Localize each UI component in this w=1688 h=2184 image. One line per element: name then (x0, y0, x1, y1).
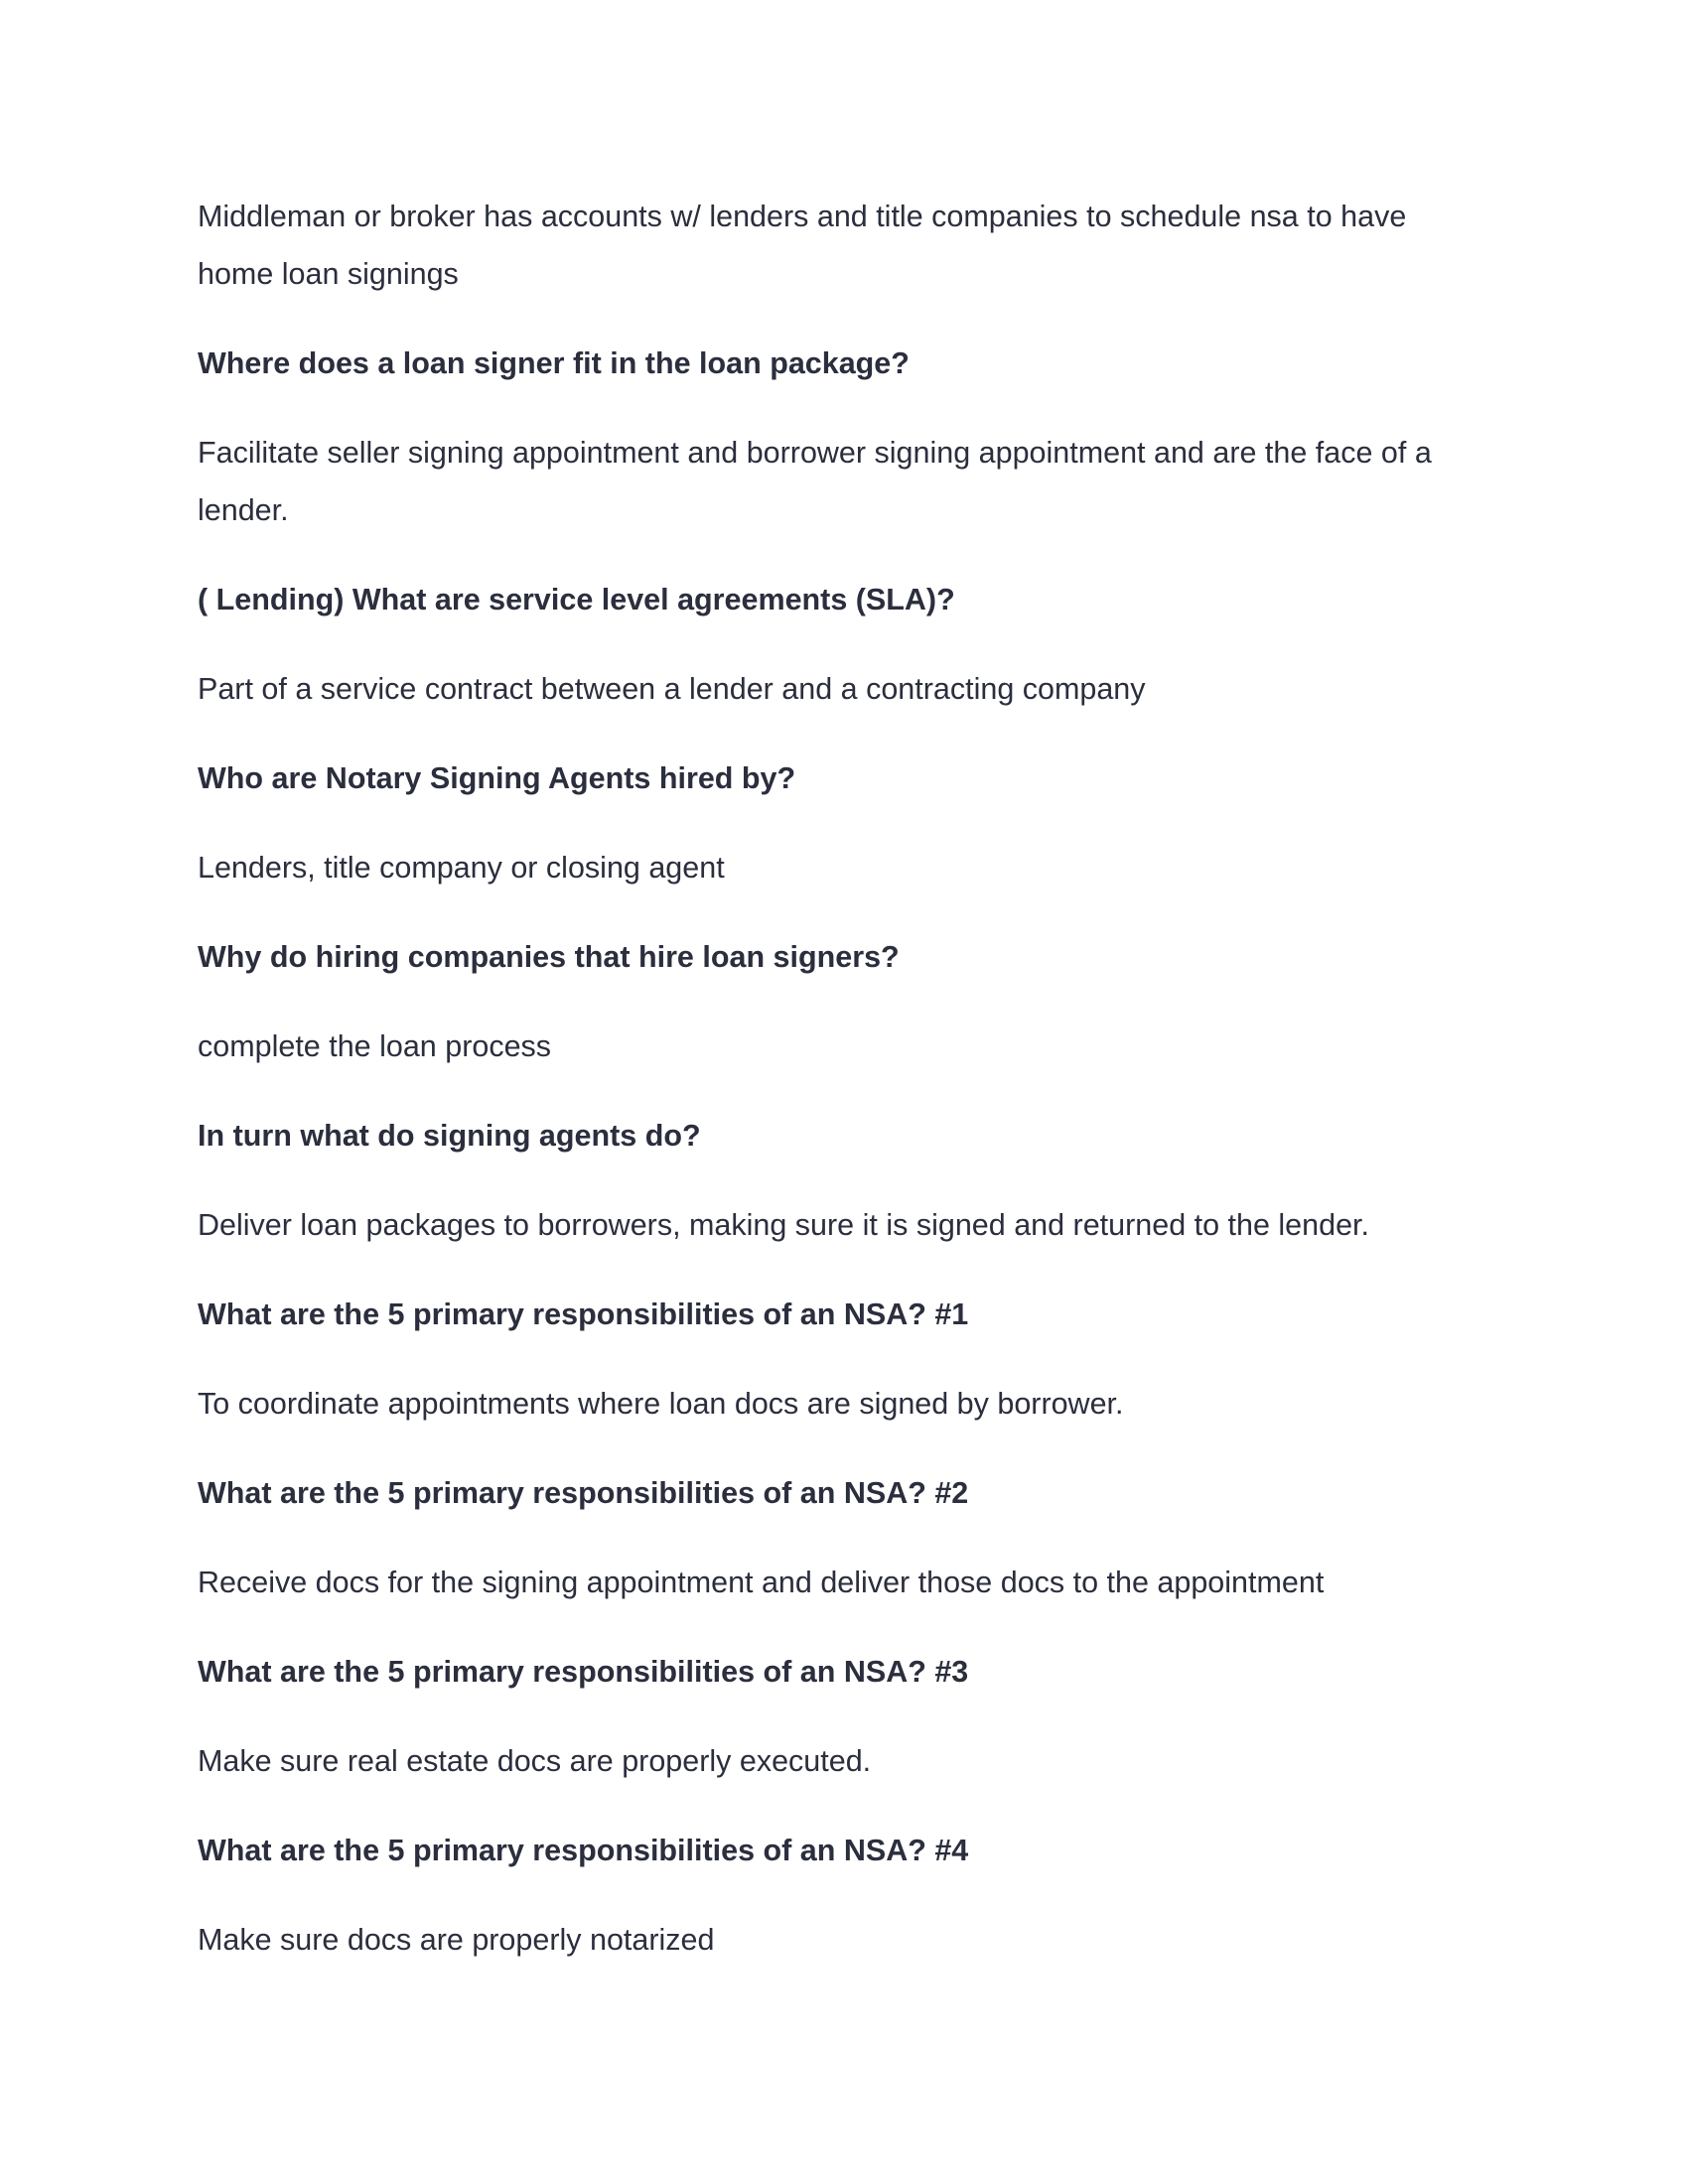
question-heading: What are the 5 primary responsibilities of an NSA? #1 (198, 1297, 969, 1331)
answer-text: Receive docs for the signing appointment and deliver those docs to the appointment (198, 1566, 1325, 1599)
question-heading: ( Lending) What are service level agreements (SLA)? (198, 583, 955, 616)
document-page (198, 188, 1488, 2000)
question-heading: What are the 5 primary responsibilities of an NSA? #4 (198, 1834, 969, 1867)
answer-text: complete the loan process (198, 1029, 552, 1063)
question-heading: Why do hiring companies that hire loan signers? (198, 940, 900, 974)
answer-text: Make sure docs are properly notarized (198, 1923, 715, 1957)
answer-text: Middleman or broker has accounts w/ lenders and title companies to schedule nsa to have home loan signings (198, 200, 1407, 291)
answer-text: Part of a service contract between a lender and a contracting company (198, 672, 1146, 706)
answer-text: Lenders, title company or closing agent (198, 851, 725, 885)
answer-text: Deliver loan packages to borrowers, making sure it is signed and returned to the lender. (198, 1208, 1369, 1242)
question-heading: What are the 5 primary responsibilities of an NSA? #3 (198, 1655, 969, 1689)
answer-text: Facilitate seller signing appointment and borrower signing appointment and are the face of a lender. (198, 436, 1432, 527)
answer-text: Make sure real estate docs are properly executed. (198, 1744, 872, 1778)
question-heading: What are the 5 primary responsibilities of an NSA? #2 (198, 1476, 969, 1510)
answer-text: To coordinate appointments where loan docs are signed by borrower. (198, 1387, 1124, 1421)
question-heading: In turn what do signing agents do? (198, 1119, 701, 1153)
question-heading: Who are Notary Signing Agents hired by? (198, 761, 796, 795)
question-heading: Where does a loan signer fit in the loan package? (198, 346, 910, 380)
